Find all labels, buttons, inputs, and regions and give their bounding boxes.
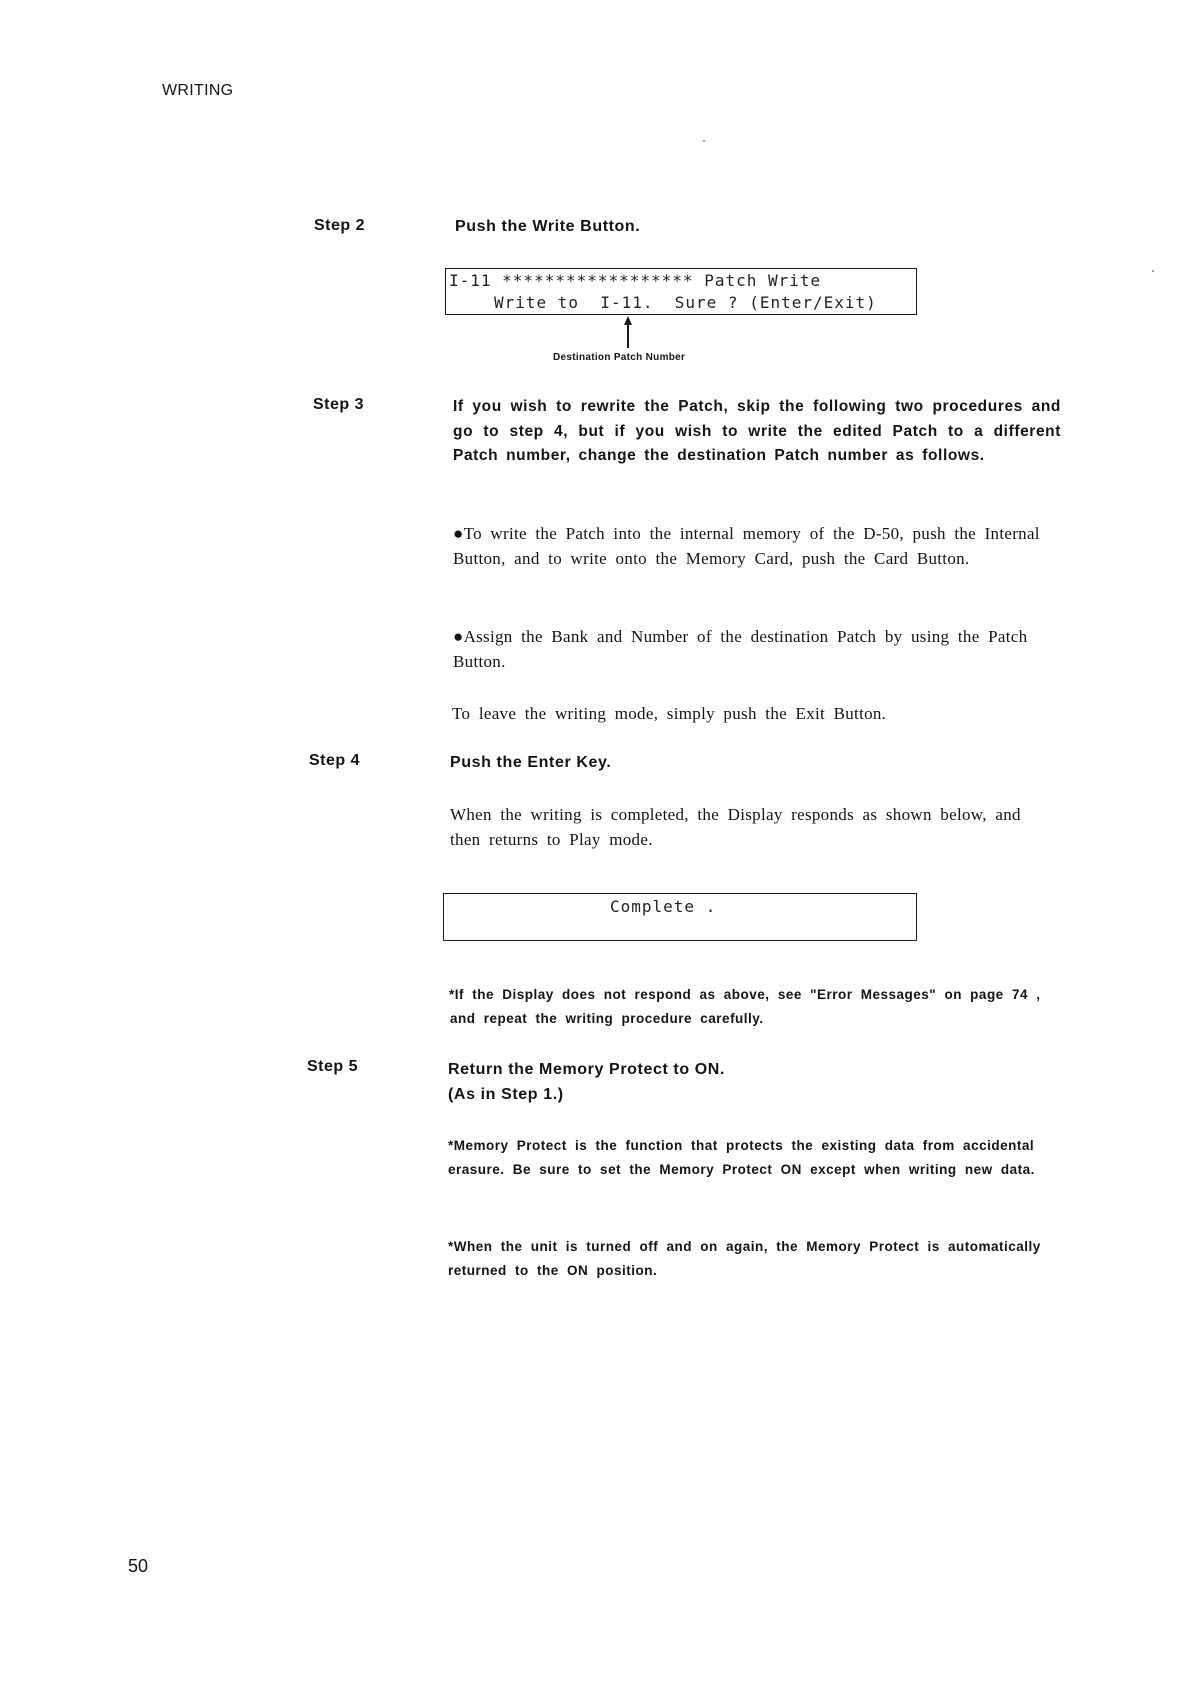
- complete-display-text: Complete .: [610, 897, 717, 916]
- completion-text: When the writing is completed, the Display responds as shown below, and then returns to Play mode.: [450, 805, 1021, 849]
- step-5-reference: (As in Step 1.): [448, 1086, 564, 1103]
- destination-caption: Destination Patch Number: [553, 352, 686, 363]
- patch-write-display: [445, 268, 917, 315]
- error-note: *If the Display does not respond as above, see "Error Messages" on page 74 , and repeat the writing procedure carefully.: [449, 987, 1041, 1026]
- step-2-label: Step 2: [314, 217, 366, 234]
- step-5-instruction: Return the Memory Protect to ON.: [448, 1061, 726, 1078]
- step-3-paragraph: If you wish to rewrite the Patch, skip the following two procedures and go to step 4, but if you wish to write the edited Patch to a different Patch number, change the destination Patch number as follows.: [453, 398, 1061, 464]
- bullet-internal-card: ●To write the Patch into the internal memory of the D-50, push the Internal Button, and to write onto the Memory Card, push the Card Button.: [453, 524, 1040, 568]
- step-5-label: Step 5: [307, 1058, 359, 1075]
- scan-speck: [1152, 270, 1154, 272]
- display-line-2: Write to I-11. Sure ? (Enter/Exit): [494, 293, 877, 312]
- memory-protect-note: *Memory Protect is the function that protects the existing data from accidental erasure. Be sure to set the Memory Protect ON except when writing new data.: [448, 1138, 1035, 1177]
- step-3-label: Step 3: [313, 396, 365, 413]
- display-line-1: I-11 ****************** Patch Write: [449, 271, 822, 290]
- step-2-instruction: Push the Write Button.: [455, 218, 641, 235]
- section-header: WRITING: [162, 82, 234, 99]
- leave-mode-text: To leave the writing mode, simply push the Exit Button.: [452, 704, 887, 723]
- arrow-stem: [627, 324, 629, 348]
- complete-display: [443, 893, 917, 941]
- step-4-label: Step 4: [309, 752, 361, 769]
- page-number: 50: [128, 1556, 149, 1576]
- step-4-instruction: Push the Enter Key.: [450, 754, 612, 771]
- scan-speck: [703, 140, 705, 142]
- power-cycle-note: *When the unit is turned off and on again, the Memory Protect is automatically returned to the ON position.: [448, 1239, 1041, 1278]
- bullet-bank-number: ●Assign the Bank and Number of the destination Patch by using the Patch Button.: [453, 627, 1028, 671]
